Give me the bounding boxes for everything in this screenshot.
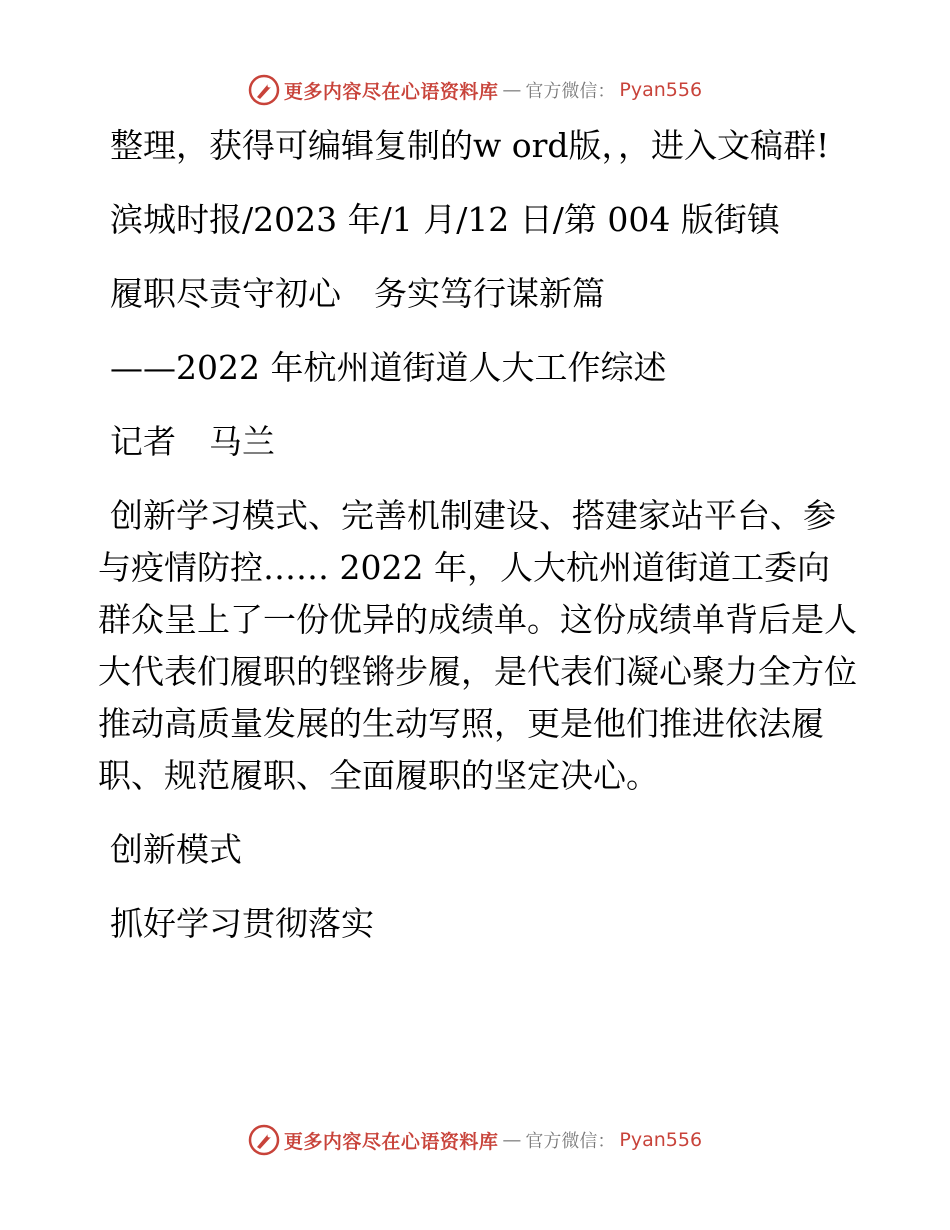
source-line: 滨城时报/2023 年/1 月/12 日/第 004 版街镇	[110, 200, 780, 239]
pen-nib-logo-icon	[248, 1124, 280, 1156]
official-wechat-label: 官方微信：	[525, 81, 616, 102]
byline: 记者 马兰	[110, 422, 275, 461]
footer-banner	[0, 1120, 950, 1160]
site-name: 更多内容尽在心语资料库	[283, 80, 499, 103]
document-body	[98, 120, 858, 950]
section-heading: 创新模式	[110, 830, 242, 869]
wechat-id: Pyan556	[619, 1129, 703, 1151]
site-name: 更多内容尽在心语资料库	[283, 1130, 499, 1153]
banner-separator: —	[502, 79, 522, 101]
article-title: 履职尽责守初心 务实笃行谋新篇	[110, 274, 605, 313]
body-paragraph: 创新学习模式、完善机制建设、搭建家站平台、参与疫情防控…… 2022 年，人大杭州道街道工委向群众呈上了一份优异的成绩单。这份成绩单背后是人大代表们履职的铿锵步履，是代表们凝心聚力全方位推动高质量发展的生动写照，更是他们推进依法履职、规范履职、全面履职的坚定决心。	[98, 496, 857, 795]
pen-nib-logo-icon	[248, 74, 280, 106]
banner-separator: —	[502, 1129, 522, 1151]
article-subtitle: ——2022 年杭州道街道人大工作综述	[110, 348, 667, 387]
wechat-id: Pyan556	[619, 79, 703, 101]
official-wechat-label: 官方微信：	[525, 1131, 616, 1152]
header-banner	[0, 70, 950, 110]
intro-paragraph: 整理，获得可编辑复制的w ord版，，进入文稿群!	[110, 126, 830, 165]
section-subheading: 抓好学习贯彻落实	[110, 904, 374, 943]
